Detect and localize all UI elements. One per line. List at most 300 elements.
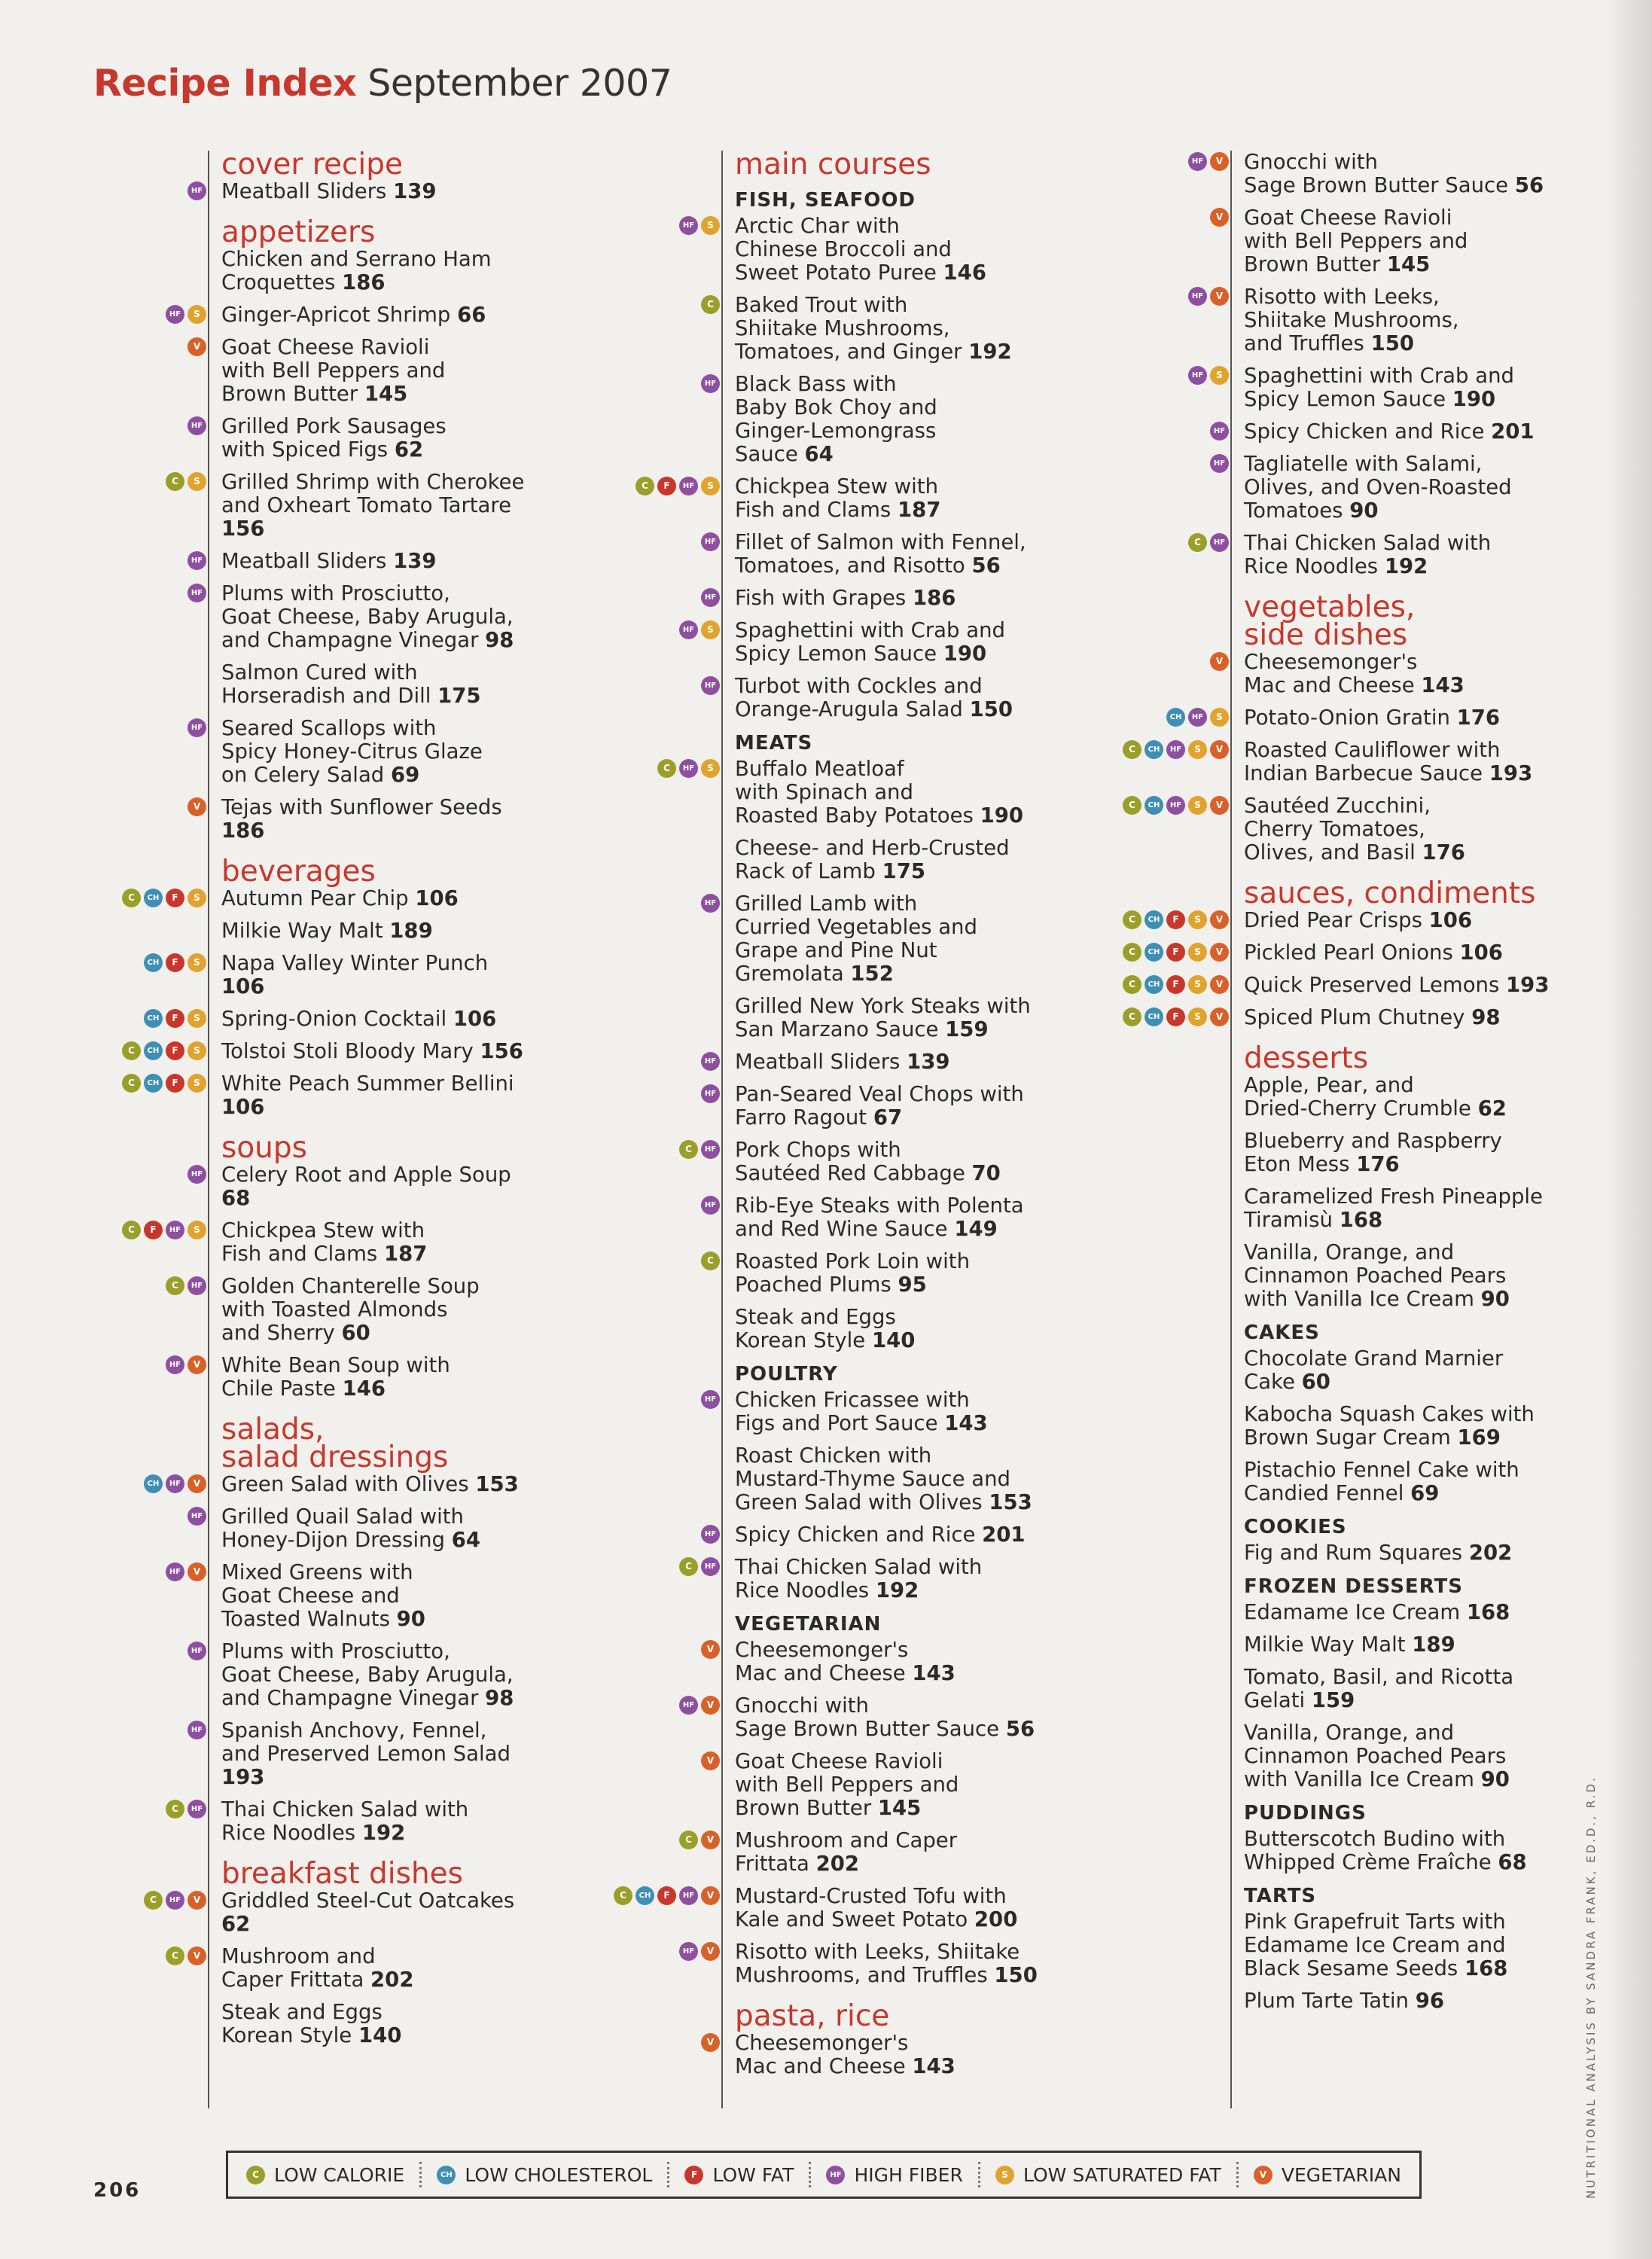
high-fiber-icon: HF [679, 216, 698, 235]
vegetarian-icon: V [187, 1947, 206, 1965]
vegetarian-icon: V [187, 797, 206, 816]
index-column-3 [1129, 150, 1569, 2108]
legend-label: HIGH FIBER [854, 2163, 963, 2186]
recipe-page-number: 176 [1356, 1152, 1400, 1176]
recipe-page-number: 90 [1349, 498, 1379, 523]
nutrition-badges [187, 1642, 206, 1660]
recipe-page-number: 106 [1428, 908, 1473, 932]
recipe-name: Pan-Seared Veal Chops with Farro Ragout [735, 1082, 1024, 1130]
low-cholesterol-icon: CH [636, 1886, 654, 1905]
recipe-entry [620, 1884, 1068, 1931]
nutrition-badges [166, 1947, 206, 1965]
vegetarian-icon: V [701, 2033, 720, 2052]
recipe-entry [1244, 1130, 1569, 1176]
recipe-entry [682, 618, 1068, 666]
high-fiber-icon: HF [187, 1507, 206, 1526]
low-fat-icon: F [657, 477, 676, 495]
high-fiber-icon: HF [166, 1474, 184, 1493]
legend-label: VEGETARIAN [1281, 2163, 1401, 2186]
nutrition-badges [1166, 708, 1229, 727]
recipe-name: Chickpea Stew with Fish and Clams [735, 474, 939, 522]
title-main: Recipe Index [93, 62, 357, 105]
recipe-page-number: 56 [1005, 1717, 1035, 1741]
recipe-name: Ginger-Apricot Shrimp [221, 303, 451, 327]
recipe-page-number: 150 [1370, 331, 1414, 355]
recipe-entry [1244, 1828, 1569, 1874]
recipe-page-number: 150 [969, 697, 1013, 721]
recipe-page-number: 66 [457, 303, 486, 327]
nutrition-badges [679, 1696, 720, 1715]
recipe-page-number: 192 [968, 340, 1012, 364]
high-fiber-icon: HF [1210, 533, 1229, 552]
low-fat-icon: F [166, 1041, 184, 1060]
low-saturated-fat-icon: S [701, 759, 720, 778]
recipe-page-number: 193 [221, 1765, 265, 1789]
recipe-entry [190, 716, 562, 787]
recipe-page-number: 202 [1468, 1541, 1513, 1565]
recipe-page-number: 156 [221, 517, 265, 541]
recipe-entry [190, 1718, 562, 1789]
recipe-page-number: 201 [982, 1523, 1026, 1547]
nutrition-badges [1188, 152, 1229, 171]
page-gutter-shadow [1607, 0, 1652, 2259]
low-fat-icon: F [144, 1221, 163, 1239]
legend-divider [809, 2162, 811, 2187]
low-cholesterol-icon: CH [1145, 1008, 1163, 1026]
low-calorie-icon: C [1123, 1008, 1141, 1026]
vegetarian-icon: V [1254, 2166, 1273, 2184]
low-saturated-fat-icon: S [187, 953, 206, 972]
high-fiber-icon: HF [701, 532, 720, 551]
recipe-entry [682, 214, 1068, 285]
title-date: September 2007 [367, 62, 672, 105]
nutrition-badges [701, 1084, 720, 1103]
recipe-name: Meatball Sliders [221, 549, 387, 573]
recipe-page-number: 156 [480, 1039, 523, 1063]
recipe-page-number: 98 [1471, 1005, 1501, 1029]
recipe-entry [128, 1072, 562, 1119]
recipe-entry [169, 1353, 562, 1401]
high-fiber-icon: HF [679, 1696, 698, 1715]
nutrition-badges [1210, 422, 1229, 441]
high-fiber-icon: HF [679, 1886, 698, 1905]
low-cholesterol-icon: CH [1145, 740, 1163, 759]
recipe-entry [1244, 1459, 1569, 1505]
recipe-page-number: 175 [882, 859, 925, 883]
recipe-entry [1244, 1541, 1569, 1565]
recipe-page-number: 56 [1514, 173, 1544, 197]
section-heading: appetizers [221, 215, 376, 249]
recipe-entry [704, 1082, 1068, 1130]
low-calorie-icon: C [166, 1947, 184, 1965]
high-fiber-icon: HF [701, 1084, 720, 1103]
nutrition-badges [701, 676, 720, 695]
vegetarian-icon: V [1210, 1008, 1229, 1026]
nutrition-badges [187, 1165, 206, 1184]
recipe-entry [169, 1560, 562, 1631]
recipe-name: Cheesemonger's Mac and Cheese [735, 2031, 909, 2078]
recipe-name: Gnocchi with Sage Brown Butter Sauce [1244, 150, 1509, 197]
low-saturated-fat-icon: S [1188, 740, 1207, 759]
low-calorie-icon: C [679, 1140, 698, 1159]
recipe-page-number: 192 [361, 1821, 406, 1845]
recipe-page-number: 186 [221, 819, 265, 843]
high-fiber-icon: HF [187, 584, 206, 602]
recipe-entry [128, 1039, 562, 1063]
recipe-name: Mixed Greens with Goat Cheese and Toasted Walnuts [221, 1560, 413, 1631]
section-heading: salads, salad dressings [221, 1413, 449, 1474]
recipe-page-number: 143 [944, 1411, 988, 1435]
recipe-entry [1213, 452, 1569, 523]
low-cholesterol-icon: CH [144, 1009, 163, 1028]
recipe-page-number: 159 [1311, 1688, 1355, 1712]
legend-divider [978, 2162, 980, 2187]
recipe-page-number: 60 [1301, 1370, 1330, 1394]
recipe-name: Chocolate Grand Marnier Cake [1244, 1346, 1504, 1394]
recipe-entry [1244, 1403, 1569, 1450]
recipe-name: Goat Cheese Ravioli with Bell Peppers and Brown Butter [735, 1749, 959, 1820]
recipe-page-number: 106 [221, 974, 265, 998]
page-title [93, 62, 672, 105]
legend-label: LOW SATURATED FAT [1023, 2163, 1221, 2186]
recipe-page-number: 187 [384, 1242, 428, 1266]
nutrition-badges [187, 551, 206, 570]
low-fat-icon: F [684, 2166, 703, 2184]
low-saturated-fat-icon: S [701, 216, 720, 235]
recipe-page-number: 139 [907, 1050, 950, 1074]
low-cholesterol-icon: CH [1145, 943, 1163, 962]
recipe-name: Sautéed Zucchini, Cherry Tomatoes, Olives, and Basil [1244, 794, 1431, 864]
recipe-entry [685, 1138, 1068, 1185]
recipe-name: Baked Trout with Shiitake Mushrooms, Tomatoes, and Ginger [735, 293, 962, 364]
recipe-entry [1169, 706, 1569, 730]
recipe-page-number: 69 [1410, 1481, 1440, 1505]
recipe-entry [1191, 285, 1569, 355]
recipe-page-number: 153 [475, 1472, 519, 1496]
recipe-entry [1244, 1347, 1569, 1394]
low-calorie-icon: C [122, 1041, 141, 1060]
recipe-entry [1194, 531, 1569, 578]
recipe-name: Salmon Cured with Horseradish and Dill [221, 660, 431, 708]
recipe-name: Tomato, Basil, and Ricotta Gelati [1244, 1665, 1514, 1712]
recipe-name: Roasted Cauliflower with Indian Barbecue Sauce [1244, 738, 1501, 785]
recipe-entry [1129, 973, 1569, 997]
recipe-name: Chicken Fricassee with Figs and Port Sauce [735, 1388, 970, 1435]
vegetarian-icon: V [1210, 910, 1229, 929]
low-calorie-icon: C [614, 1886, 632, 1905]
recipe-name: Grilled Quail Salad with Honey-Dijon Dressing [221, 1504, 464, 1552]
recipe-page-number: 168 [1464, 1956, 1508, 1980]
low-saturated-fat-icon: S [187, 1041, 206, 1060]
low-calorie-icon: C [657, 759, 676, 778]
nutrition-badges [187, 584, 206, 602]
nutrition-badges [679, 1557, 720, 1576]
recipe-entry [1244, 1666, 1569, 1712]
low-fat-icon: F [1166, 943, 1185, 962]
recipe-page-number: 95 [898, 1273, 927, 1297]
recipe-page-number: 139 [393, 179, 437, 203]
low-saturated-fat-icon: S [187, 472, 206, 491]
low-cholesterol-icon: CH [1145, 796, 1163, 815]
low-calorie-icon: C [1123, 975, 1141, 994]
recipe-entry [1244, 1185, 1569, 1232]
low-fat-icon: F [1166, 1008, 1185, 1026]
high-fiber-icon: HF [701, 894, 720, 913]
recipe-entry [1244, 1721, 1569, 1791]
recipe-name: Turbot with Cockles and Orange-Arugula Salad [735, 674, 983, 721]
low-saturated-fat-icon: S [187, 889, 206, 907]
recipe-entry [735, 837, 1068, 883]
index-column-2 [620, 148, 1068, 2108]
low-cholesterol-icon: CH [144, 889, 163, 907]
low-saturated-fat-icon: S [1188, 975, 1207, 994]
low-calorie-icon: C [122, 889, 141, 907]
nutrition-badges [122, 1074, 206, 1093]
recipe-page-number: 145 [1386, 252, 1431, 276]
low-saturated-fat-icon: S [1188, 796, 1207, 815]
nutrition-badges [701, 894, 720, 913]
high-fiber-icon: HF [187, 1800, 206, 1818]
high-fiber-icon: HF [187, 416, 206, 435]
recipe-page-number: 62 [221, 1912, 251, 1936]
nutrition-badges [187, 1507, 206, 1526]
legend-item [684, 2164, 794, 2186]
recipe-name: Blueberry and Raspberry Eton Mess [1244, 1129, 1502, 1176]
nutrition-badges [144, 1009, 206, 1028]
recipe-name: White Peach Summer Bellini [221, 1072, 514, 1096]
subsection-heading: COOKIES [1244, 1516, 1347, 1538]
recipe-entry [704, 1523, 1068, 1547]
nutrition-badges [701, 1052, 720, 1071]
legend-item [826, 2164, 962, 2186]
recipe-page-number: 152 [850, 962, 894, 986]
recipe-entry [172, 1274, 562, 1345]
recipe-entry [1244, 1241, 1569, 1311]
high-fiber-icon: HF [1166, 740, 1185, 759]
recipe-name: Vanilla, Orange, and Cinnamon Poached Pears with Vanilla Ice Cream [1244, 1240, 1507, 1311]
recipe-name: Arctic Char with Chinese Broccoli and Sweet Potato Puree [735, 214, 952, 285]
recipe-entry [150, 1889, 562, 1936]
high-fiber-icon: HF [1188, 287, 1207, 306]
low-calorie-icon: C [122, 1074, 141, 1093]
low-cholesterol-icon: CH [144, 1074, 163, 1093]
recipe-entry [169, 303, 562, 327]
low-calorie-icon: C [166, 472, 184, 491]
nutrition-badges [701, 1390, 720, 1409]
recipe-entry [172, 1944, 562, 1992]
recipe-entry [1244, 1601, 1569, 1624]
low-calorie-icon: C [1123, 910, 1141, 929]
low-saturated-fat-icon: S [187, 1221, 206, 1239]
recipe-entry [735, 1444, 1068, 1514]
legend-item [437, 2164, 652, 2186]
recipe-name: Cheesemonger's Mac and Cheese [735, 1638, 909, 1685]
recipe-entry [704, 372, 1068, 466]
low-calorie-icon: C [122, 1221, 141, 1239]
vegetarian-icon: V [1210, 208, 1229, 227]
low-calorie-icon: C [166, 1276, 184, 1295]
recipe-name: Pink Grapefruit Tarts with Edamame Ice Cream and Black Sesame Seeds [1244, 1910, 1506, 1980]
nutrition-badges [701, 1525, 720, 1544]
recipe-name: Cheesemonger's Mac and Cheese [1244, 650, 1418, 697]
recipe-name: Risotto with Leeks, Shiitake Mushrooms, and Truffles [1244, 285, 1459, 355]
subsection-heading: FISH, SEAFOOD [735, 189, 916, 212]
high-fiber-icon: HF [166, 1221, 184, 1239]
recipe-entry [704, 530, 1068, 578]
high-fiber-icon: HF [701, 676, 720, 695]
nutrition-badges [701, 1751, 720, 1770]
recipe-name: Spaghettini with Crab and Spicy Lemon Sauce [735, 618, 1005, 666]
low-fat-icon: F [166, 889, 184, 907]
nutrition-badges [1123, 796, 1229, 815]
recipe-name: Meatball Sliders [735, 1050, 901, 1074]
section-heading: sauces, condiments [1244, 876, 1536, 910]
recipe-name: Pickled Pearl Onions [1244, 940, 1453, 965]
vegetarian-icon: V [701, 1886, 720, 1905]
high-fiber-icon: HF [187, 1642, 206, 1660]
recipe-entry [190, 414, 562, 462]
recipe-entry [1244, 1074, 1569, 1120]
vegetarian-icon: V [187, 1355, 206, 1374]
nutrition-badges [166, 305, 206, 324]
nutrition-legend [226, 2151, 1422, 2199]
recipe-page-number: 68 [221, 1186, 251, 1210]
high-fiber-icon: HF [1188, 366, 1207, 385]
recipe-name: Rib-Eye Steaks with Polenta and Red Wine Sauce [735, 1194, 1024, 1241]
recipe-page-number: 143 [1421, 673, 1465, 697]
recipe-page-number: 146 [943, 261, 986, 285]
recipe-name: Dried Pear Crisps [1244, 908, 1422, 932]
recipe-entry [128, 886, 562, 910]
recipe-page-number: 68 [1498, 1850, 1527, 1874]
recipe-page-number: 56 [971, 553, 1001, 578]
recipe-name: Butterscotch Budino with Whipped Crème Fraîche [1244, 1827, 1506, 1874]
recipe-name: Grilled New York Steaks with San Marzano Sauce [735, 994, 1031, 1041]
nutrition-badges [701, 295, 720, 314]
high-fiber-icon: HF [1166, 796, 1185, 815]
high-fiber-icon: HF [679, 620, 698, 639]
vegetarian-icon: V [701, 1751, 720, 1770]
subsection-heading: CAKES [1244, 1322, 1320, 1344]
low-cholesterol-icon: CH [144, 1474, 163, 1493]
low-calorie-icon: C [1123, 796, 1141, 815]
recipe-page-number: 176 [1456, 706, 1501, 730]
vegetarian-icon: V [701, 1831, 720, 1849]
recipe-name: Meatball Sliders [221, 179, 387, 203]
recipe-page-number: 140 [358, 2023, 402, 2047]
low-saturated-fat-icon: S [1188, 910, 1207, 929]
nutrition-badges [122, 1221, 206, 1239]
high-fiber-icon: HF [187, 551, 206, 570]
section-heading: vegetables, side dishes [1244, 590, 1416, 652]
recipe-name: Grilled Lamb with Curried Vegetables and Grape and Pine Nut Gremolata [735, 892, 977, 986]
nutrition-badges [1123, 910, 1229, 929]
recipe-name: Tolstoi Stoli Bloody Mary [221, 1039, 474, 1063]
legend-item [246, 2164, 404, 2186]
recipe-page-number: 106 [453, 1007, 497, 1031]
recipe-entry [704, 674, 1068, 721]
recipe-page-number: 62 [394, 437, 424, 462]
recipe-entry [172, 470, 562, 541]
high-fiber-icon: HF [1210, 422, 1229, 441]
recipe-page-number: 64 [451, 1528, 481, 1552]
low-calorie-icon: C [1188, 533, 1207, 552]
recipe-name: Gnocchi with Sage Brown Butter Sauce [735, 1693, 1000, 1741]
recipe-page-number: 153 [989, 1490, 1032, 1514]
high-fiber-icon: HF [166, 305, 184, 324]
page-number: 206 [93, 2179, 142, 2202]
low-saturated-fat-icon: S [187, 305, 206, 324]
high-fiber-icon: HF [701, 1196, 720, 1215]
legend-label: LOW FAT [712, 2163, 794, 2186]
recipe-entry [642, 474, 1068, 522]
nutrition-badges [701, 1196, 720, 1215]
recipe-page-number: 176 [1422, 840, 1465, 864]
section-heading: beverages [221, 855, 376, 889]
recipe-name: Chickpea Stew with Fish and Clams [221, 1218, 425, 1266]
high-fiber-icon: HF [701, 1525, 720, 1544]
nutrition-badges [657, 759, 720, 778]
recipe-page-number: 190 [943, 642, 987, 666]
recipe-entry [1129, 908, 1569, 932]
recipe-entry [221, 2001, 562, 2047]
low-calorie-icon: C [1123, 943, 1141, 962]
recipe-name: Plum Tarte Tatin [1244, 1989, 1409, 2013]
recipe-entry [704, 586, 1068, 610]
recipe-name: Buffalo Meatloaf with Spinach and Roasted Baby Potatoes [735, 757, 974, 828]
nutrition-badges [166, 1276, 206, 1295]
recipe-entry [707, 293, 1068, 364]
recipe-page-number: 69 [391, 763, 420, 787]
vegetarian-icon: V [1210, 943, 1229, 962]
low-calorie-icon: C [166, 1800, 184, 1818]
low-fat-icon: F [657, 1886, 676, 1905]
recipe-name: Pork Chops with Sautéed Red Cabbage [735, 1138, 965, 1185]
legend-item [1254, 2164, 1401, 2186]
recipe-name: Potato-Onion Gratin [1244, 706, 1450, 730]
nutrition-credit: NUTRITIONAL ANALYSIS BY SANDRA FRANK, ED.D., R.D. [1584, 1776, 1598, 2199]
recipe-page-number: 202 [815, 1852, 859, 1876]
recipe-entry [1215, 650, 1569, 697]
recipe-page-number: 70 [971, 1161, 1001, 1185]
recipe-entry [682, 1693, 1068, 1741]
recipe-name: Steak and Eggs Korean Style [735, 1305, 896, 1352]
nutrition-badges [701, 2033, 720, 2052]
recipe-entry [1213, 419, 1569, 444]
recipe-page-number: 60 [341, 1321, 370, 1345]
low-cholesterol-icon: CH [144, 953, 163, 972]
recipe-page-number: 90 [396, 1607, 425, 1631]
recipe-entry [147, 1007, 562, 1031]
nutrition-badges [1123, 740, 1229, 759]
low-saturated-fat-icon: S [995, 2166, 1014, 2184]
recipe-page-number: 169 [1457, 1425, 1501, 1450]
recipe-page-number: 149 [954, 1217, 998, 1241]
high-fiber-icon: HF [679, 477, 698, 495]
recipe-name: Chicken and Serrano Ham Croquettes [221, 247, 492, 294]
legend-item [995, 2164, 1221, 2186]
low-calorie-icon: C [701, 1251, 720, 1270]
low-calorie-icon: C [1123, 740, 1141, 759]
nutrition-badges [187, 718, 206, 737]
recipe-name: Spicy Chicken and Rice [1244, 419, 1485, 444]
recipe-name: Fish with Grapes [735, 586, 907, 610]
recipe-entry [193, 335, 562, 406]
recipe-page-number: 186 [912, 586, 956, 610]
recipe-name: White Bean Soup with Chile Paste [221, 1353, 450, 1401]
vegetarian-icon: V [701, 1942, 720, 1961]
vegetarian-icon: V [1210, 975, 1229, 994]
